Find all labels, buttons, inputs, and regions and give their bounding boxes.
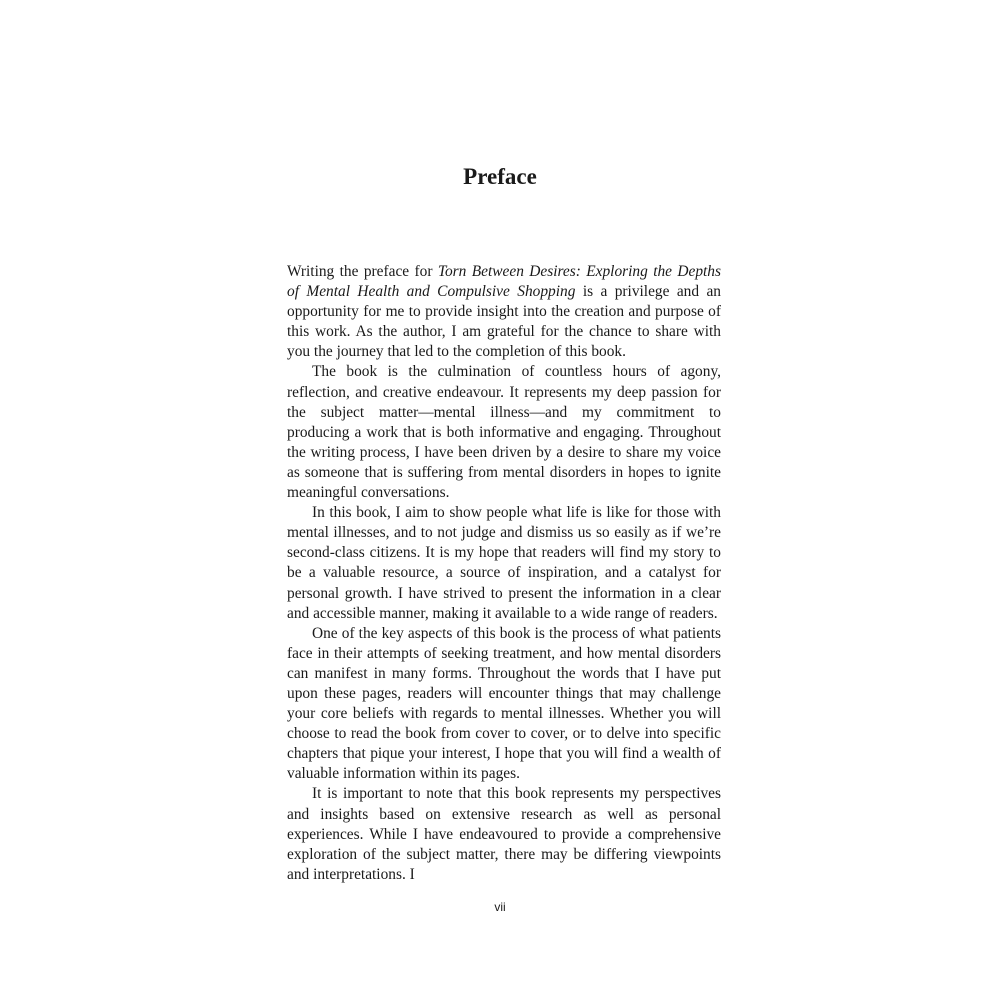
paragraph-5: It is important to note that this book represents my perspectives and insights based on extensive research as well as personal experiences. While I have endeavoured to provide a comprehensive exploration of the subject matter, there may be differing viewpoints and interpretations. I: [287, 785, 721, 883]
paragraph-1: [287, 262, 721, 362]
paragraph-2: The book is the culmination of countless hours of agony, reflection, and creative endeavour. It represents my deep passion for the subject matter—mental illness—and my commitment to producing a work that is both informative and engaging. Throughout the writing process, I have been driven by a desire to share my voice as someone that is suffering from mental disorders in hopes to ignite meaningful conversations.: [287, 363, 721, 502]
paragraph-1-intro: Writing the preface for: [287, 263, 438, 280]
preface-body: [287, 262, 721, 885]
page-number: vii: [494, 900, 506, 914]
page-title: Preface: [463, 164, 537, 189]
paragraph-3: In this book, I aim to show people what life is like for those with mental illnesses, and to not judge and dismiss us so easily as if we’re second-class citizens. It is my hope that readers will find my story to be a valuable resource, a source of inspiration, and a catalyst for personal growth. I have strived to present the information in a clear and accessible manner, making it available to a wide range of readers.: [287, 504, 721, 622]
book-title: Torn Between Desires: Exploring the Depths of Mental Health and Compulsive Shopping: [287, 263, 721, 301]
paragraph-4: One of the key aspects of this book is the process of what patients face in their attempts of seeking treatment, and how mental disorders can manifest in many forms. Throughout the words that I have put upon these pages, readers will encounter things that may challenge your core beliefs with regards to mental illnesses. Whether you will choose to read the book from cover to cover, or to delve into specific chapters that pique your interest, I hope that you will find a wealth of valuable information within its pages.: [287, 624, 721, 783]
paragraph-1-rest: is a privilege and an opportunity for me to provide insight into the creation and purpose of this work. As the author, I am grateful for the chance to share with you the journey that led to the completion of this book.: [287, 283, 721, 361]
